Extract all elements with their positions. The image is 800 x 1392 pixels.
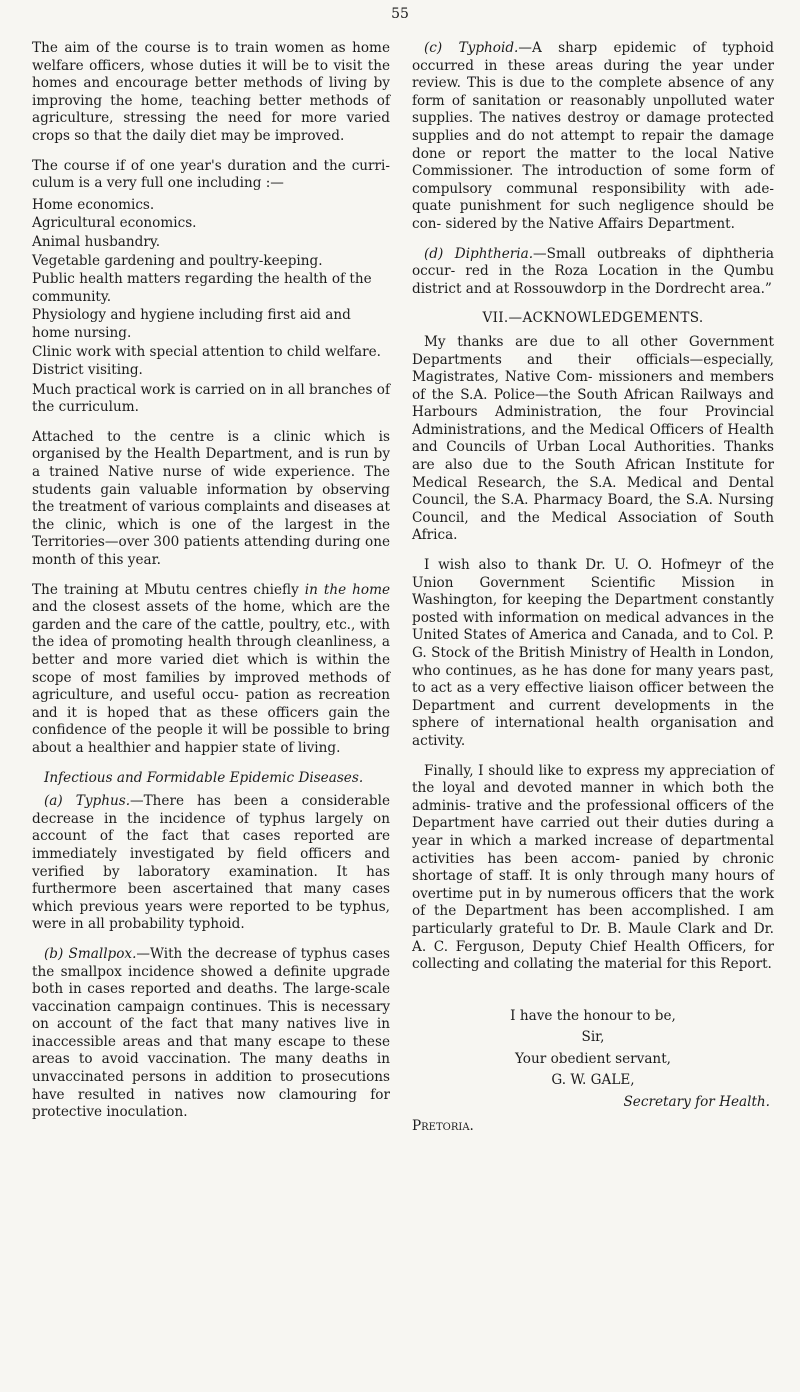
curriculum-item: Physiology and hygiene including first aid and home nursing.	[32, 307, 351, 341]
smallpox-text: —With the decrease of typhus cases the smallpox incidence showed a definite upgrade both in cases reported and deaths. The large-scale vaccination campaign continues. This is necessary on account of the fact that many natives live in inaccessible areas and that many escape to these areas to avoid vaccination. The many deaths in unvaccinated persons in addition to prosecutions have resulted in natives now clamouring for protective inoculation.	[32, 945, 390, 1121]
clinic-paragraph: Attached to the centre is a clinic which is organised by the Health Department, and is run by a trained Native nurse of wide experience. The students gain valuable information by observing the treatment of various complaints and diseases at the clinic, which is one of the largest in the Territories—over 300 patients attending during one month of this year.	[32, 428, 390, 569]
acknowledgements-paragraph-1: My thanks are due to all other Government Departments and their officials—especially, Magistrates, Native Com- missioners and members of the S.A. Police—the South African Railways and Harbours Administration, the four Provincial Administrations, and the Medical Officers of Health and Councils of Urban Local Authorities. Thanks are also due to the South African Institute for Medical Research, the S.A. Medical and Dental Council, the S.A. Pharmacy Board, the S.A. Nursing Council, and the Medical Association of South Africa.	[412, 333, 774, 544]
servant-line: Your obedient servant,	[515, 1050, 671, 1067]
smallpox-label: (b) Smallpox.	[44, 945, 137, 962]
mbutu-text-end: and the closest assets of the home, which are the garden and the care of the cattle, poultry, etc., with the idea of promoting health through cleanliness, a better and more varied diet which is within the scope of most families by improved methods of agriculture, and useful occu- pation as recreation and it is hoped that as these officers gain the confidence of the people it will be possible to bring about a healthier and happier state of living.	[32, 599, 390, 756]
diphtheria-text: —Small outbreaks of diphtheria occur- red in the Roza Location in the Qumbu district and at Rossouwdorp in the Dordrecht area.”	[412, 245, 774, 297]
diphtheria-label: (d) Diphtheria.	[424, 245, 534, 262]
signatory-title: Secretary for Health.	[623, 1094, 770, 1111]
typhus-paragraph	[32, 793, 390, 934]
mbutu-text-start: The training at Mbutu centres chiefly	[32, 581, 305, 598]
curriculum-list	[32, 197, 390, 380]
acknowledgements-paragraph-2: I wish also to thank Dr. U. O. Hofmeyr of the Union Government Scientific Mission in Washington, for keeping the Department constantly posted with information on medical advances in the United States of America and Canada, and to Col. P. G. Stock of the British Ministry of Health in London, who continues, as he has done for many years past, to act as a very effective liaison officer between the Department and current developments in the sphere of international health organisation and activity.	[412, 557, 774, 749]
salutation-line: Sir,	[581, 1029, 605, 1046]
signature-block	[412, 1008, 774, 1112]
curriculum-item: Public health matters regarding the health of the community.	[32, 271, 372, 305]
right-column	[412, 40, 774, 1135]
page-number: 55	[391, 6, 409, 22]
course-duration-paragraph: The course if of one year's duration and the curri- culum is a very full one including :—	[32, 157, 390, 192]
smallpox-paragraph	[32, 946, 390, 1122]
diphtheria-paragraph	[412, 246, 774, 299]
curriculum-item: Agricultural economics.	[32, 215, 197, 232]
typhus-text: —There has been a considerable decrease in the incidence of typhus largely on account of the fact that cases reported are immediately investigated by field officers and verified by laboratory examination. It has furthermore been ascertained that many cases which previous years were reported to be typhus, were in all probability typhoid.	[32, 793, 390, 933]
epidemic-diseases-heading: Infectious and Formidable Epidemic Diseases.	[44, 769, 364, 786]
intro-paragraph: The aim of the course is to train women as home welfare officers, whose duties it will be to visit the homes and encourage better methods of living by improving the home, teaching better methods of agriculture, stressing the need for more varied crops so that the daily diet may be improved.	[32, 40, 390, 144]
curriculum-item: Clinic work with special attention to child welfare.	[32, 343, 381, 360]
acknowledgements-heading: VII.—ACKNOWLEDGEMENTS.	[482, 310, 704, 327]
closing-line: I have the honour to be,	[510, 1007, 676, 1024]
mbutu-text-italic: in the home	[304, 581, 390, 598]
typhus-label: (a) Typhus.	[44, 793, 131, 810]
mbutu-training-paragraph	[32, 582, 390, 758]
place-name: Pretoria.	[412, 1117, 474, 1134]
typhoid-text: —A sharp epidemic of typhoid occurred in these areas during the year under review. This is due to the complete absence of any form of sanitation or reasonably unpolluted water supplies. The natives destroy or damage protected supplies and do not attempt to repair the damage done or report the matter to the local Native Commissioner. The introduction of some form of compulsory communal responsibility with ade- quate punishment for such negligence should be con- sidered by the Native Affairs Department.	[412, 40, 774, 232]
curriculum-item: Home economics.	[32, 196, 155, 213]
curriculum-item: District visiting.	[32, 362, 143, 379]
left-column	[32, 40, 390, 1134]
typhoid-label: (c) Typhoid.	[424, 40, 519, 56]
typhoid-paragraph	[412, 40, 774, 234]
curriculum-item: Animal husbandry.	[32, 233, 161, 250]
curriculum-item: Vegetable gardening and poultry-keeping.	[32, 252, 323, 269]
practical-work-paragraph: Much practical work is carried on in all branches of the curriculum.	[32, 381, 390, 416]
signatory-name: G. W. GALE,	[551, 1072, 635, 1089]
acknowledgements-paragraph-3: Finally, I should like to express my appreciation of the loyal and devoted manner in which both the adminis- trative and the professional officers of the Department have carried out their duties during a year in which a marked increase of departmental activities has been accom- panied by chronic shortage of staff. It is only through many hours of overtime put in by numerous officers that the work of the Department has been accomplished. I am particularly grateful to Dr. B. Maule Clark and Dr. A. C. Ferguson, Deputy Chief Health Officers, for collecting and collating the material for this Report.	[412, 762, 774, 973]
